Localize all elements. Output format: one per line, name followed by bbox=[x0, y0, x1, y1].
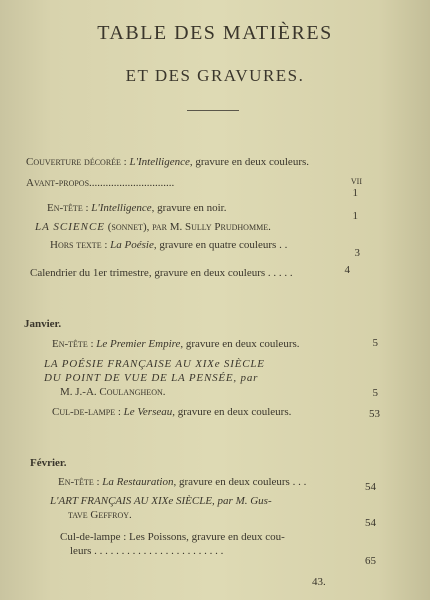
page-number: 1 bbox=[352, 210, 358, 222]
toc-entry-line: LA POÉSIE FRANÇAISE AU XIXe SIÈCLE bbox=[44, 358, 265, 370]
page-subtitle: ET DES GRAVURES. bbox=[125, 66, 305, 85]
toc-entry: Hors texte : La Poésie, gravure en quatre couleurs . . bbox=[50, 239, 288, 251]
title-divider bbox=[187, 110, 239, 111]
toc-entry-line: DU POINT DE VUE DE LA PENSÉE, par bbox=[44, 372, 259, 384]
month-heading-janvier: Janvier. bbox=[24, 318, 62, 330]
page-title: TABLE DES MATIÈRES bbox=[97, 22, 333, 44]
page-number: 54 bbox=[365, 481, 376, 493]
page-number: 3 bbox=[354, 247, 360, 259]
page-number: 4 bbox=[344, 264, 350, 276]
toc-entry: Calendrier du 1er trimestre, gravure en deux couleurs . . . . . bbox=[30, 267, 293, 279]
page-number: 5 bbox=[372, 387, 378, 399]
toc-entry-line: Cul-de-lampe : Les Poissons, gravure en deux cou- bbox=[60, 531, 285, 543]
toc-entry-line: M. J.-A. Coulangheon. bbox=[60, 386, 166, 398]
toc-entry: En-tête : La Restauration, gravure en deux couleurs . . . bbox=[58, 476, 307, 488]
page-number: 65 bbox=[365, 555, 376, 567]
toc-entry-line: L'ART FRANÇAIS AU XIXe SIÈCLE, par M. Gus- bbox=[50, 495, 272, 507]
month-heading-fevrier: Février. bbox=[30, 457, 67, 469]
toc-entry-line: leurs . . . . . . . . . . . . . . . . . . . . . . . . bbox=[70, 545, 224, 557]
page-number: vii bbox=[350, 175, 362, 187]
toc-entry: Cul-de-lampe : Le Verseau, gravure en deux couleurs. bbox=[52, 406, 292, 418]
toc-entry: Couverture décorée : L'Intelligence, gravure en deux couleurs. bbox=[26, 156, 310, 168]
page-number: 5 bbox=[372, 337, 378, 349]
toc-entry: Avant-propos............................... bbox=[26, 177, 175, 189]
folio-number: 43. bbox=[312, 576, 326, 588]
page-number: 1 bbox=[352, 187, 358, 199]
page-number: 54 bbox=[365, 517, 376, 529]
toc-entry-line: tave Geffroy. bbox=[68, 509, 132, 521]
page-number: 53 bbox=[369, 408, 380, 420]
toc-entry: En-tête : Le Premier Empire, gravure en deux couleurs. bbox=[52, 338, 300, 350]
toc-entry: En-tête : L'Intelligence, gravure en noir. bbox=[47, 202, 227, 214]
toc-entry: LA SCIENCE (sonnet), par M. Sully Prudhomme. bbox=[35, 221, 271, 233]
